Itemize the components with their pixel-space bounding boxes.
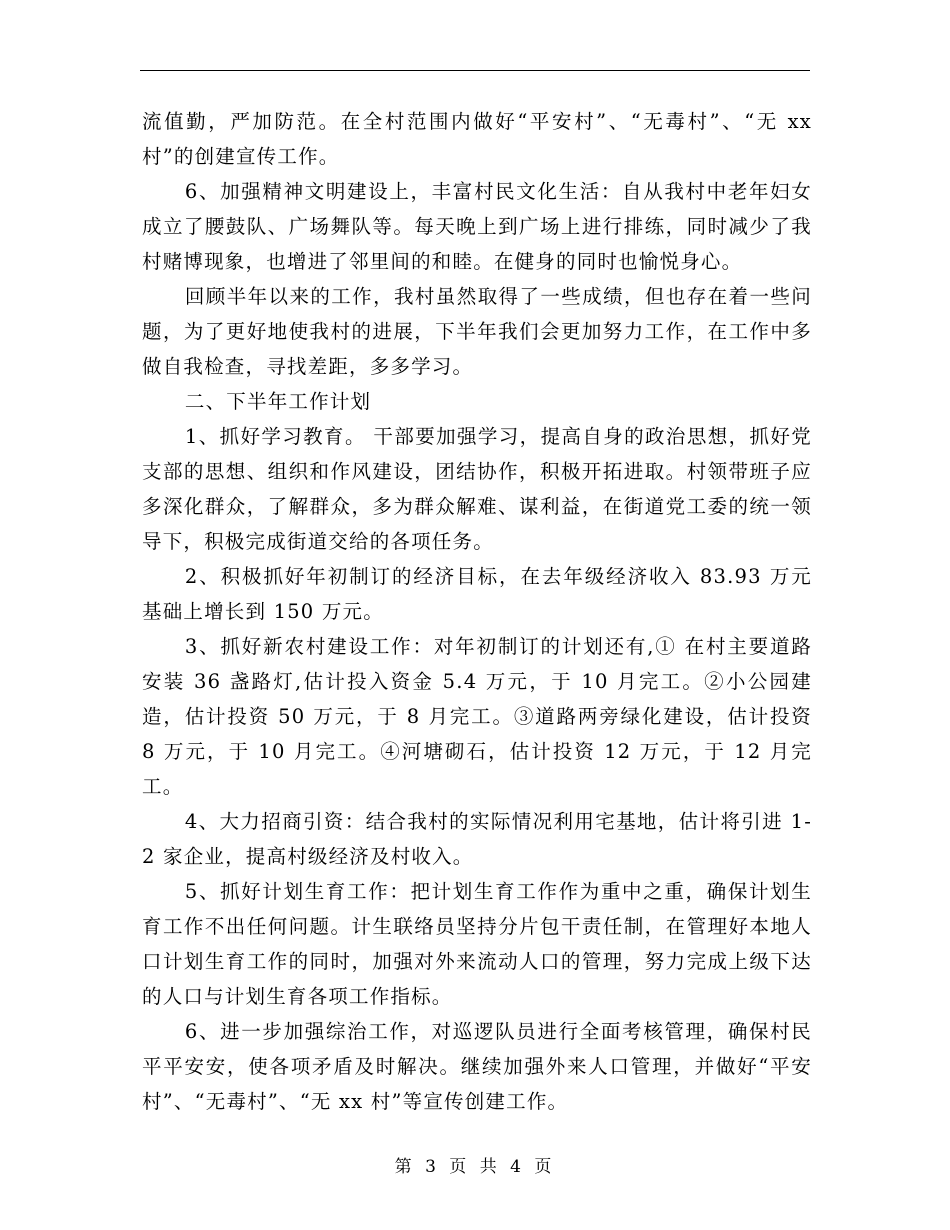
document-body — [142, 104, 812, 1119]
paragraph: 1、抓好学习教育。 干部要加强学习，提高自身的政治思想，抓好党支部的思想、组织和作风建设，团结协作，积极开拓进取。村领带班子应多深化群众，了解群众，多为群众解难、谋利益，在街道党工委的统一领导下，积极完成街道交给的各项任务。 — [142, 425, 812, 553]
paragraph: 6、进一步加强综治工作，对巡逻队员进行全面考核管理，确保村民平平安安，使各项矛盾及时解决。继续加强外来人口管理，并做好“平安村”、“无毒村”、“无 xx 村”等宣传创建工作。 — [142, 1020, 812, 1113]
section-heading: 二、下半年工作计划 — [184, 390, 372, 413]
header-rule — [140, 70, 810, 71]
paragraph: 2、积极抓好年初制订的经济目标，在去年级经济收入 83.93 万元基础上增长到 150 万元。 — [142, 565, 812, 623]
paragraph: 6、加强精神文明建设上，丰富村民文化生活：自从我村中老年妇女成立了腰鼓队、广场舞队等。每天晚上到广场上进行排练，同时减少了我村赌博现象，也增进了邻里间的和睦。在健身的同时也愉悦身心。 — [142, 180, 812, 273]
paragraph: 流值勤，严加防范。在全村范围内做好“平安村”、“无毒村”、“无 xx 村”的创建宣传工作。 — [142, 110, 812, 168]
paragraph: 3、抓好新农村建设工作：对年初制订的计划还有,① 在村主要道路安装 36 盏路灯,估计投入资金 5.4 万元，于 10 月完工。②小公园建造，估计投资 50 万元，于 8 月完工。③道路两旁绿化建设，估计投资 8 万元，于 10 月完工。④河塘砌石，估计投资 12 万元，于 12 月完工。 — [142, 635, 812, 798]
paragraph: 5、抓好计划生育工作：把计划生育工作作为重中之重，确保计划生育工作不出任何问题。计生联络员坚持分片包干责任制，在管理好本地人口计划生育工作的同时，加强对外来流动人口的管理，努力完成上级下达的人口与计划生育各项工作指标。 — [142, 880, 812, 1008]
paragraph: 4、大力招商引资：结合我村的实际情况利用宅基地，估计将引进 1-2 家企业，提高村级经济及村收入。 — [142, 810, 812, 868]
page-number-footer: 第 3 页 共 4 页 — [394, 1157, 556, 1177]
paragraph: 回顾半年以来的工作，我村虽然取得了一些成绩，但也存在着一些问题，为了更好地使我村的进展，下半年我们会更加努力工作，在工作中多做自我检查，寻找差距，多多学习。 — [142, 285, 812, 378]
